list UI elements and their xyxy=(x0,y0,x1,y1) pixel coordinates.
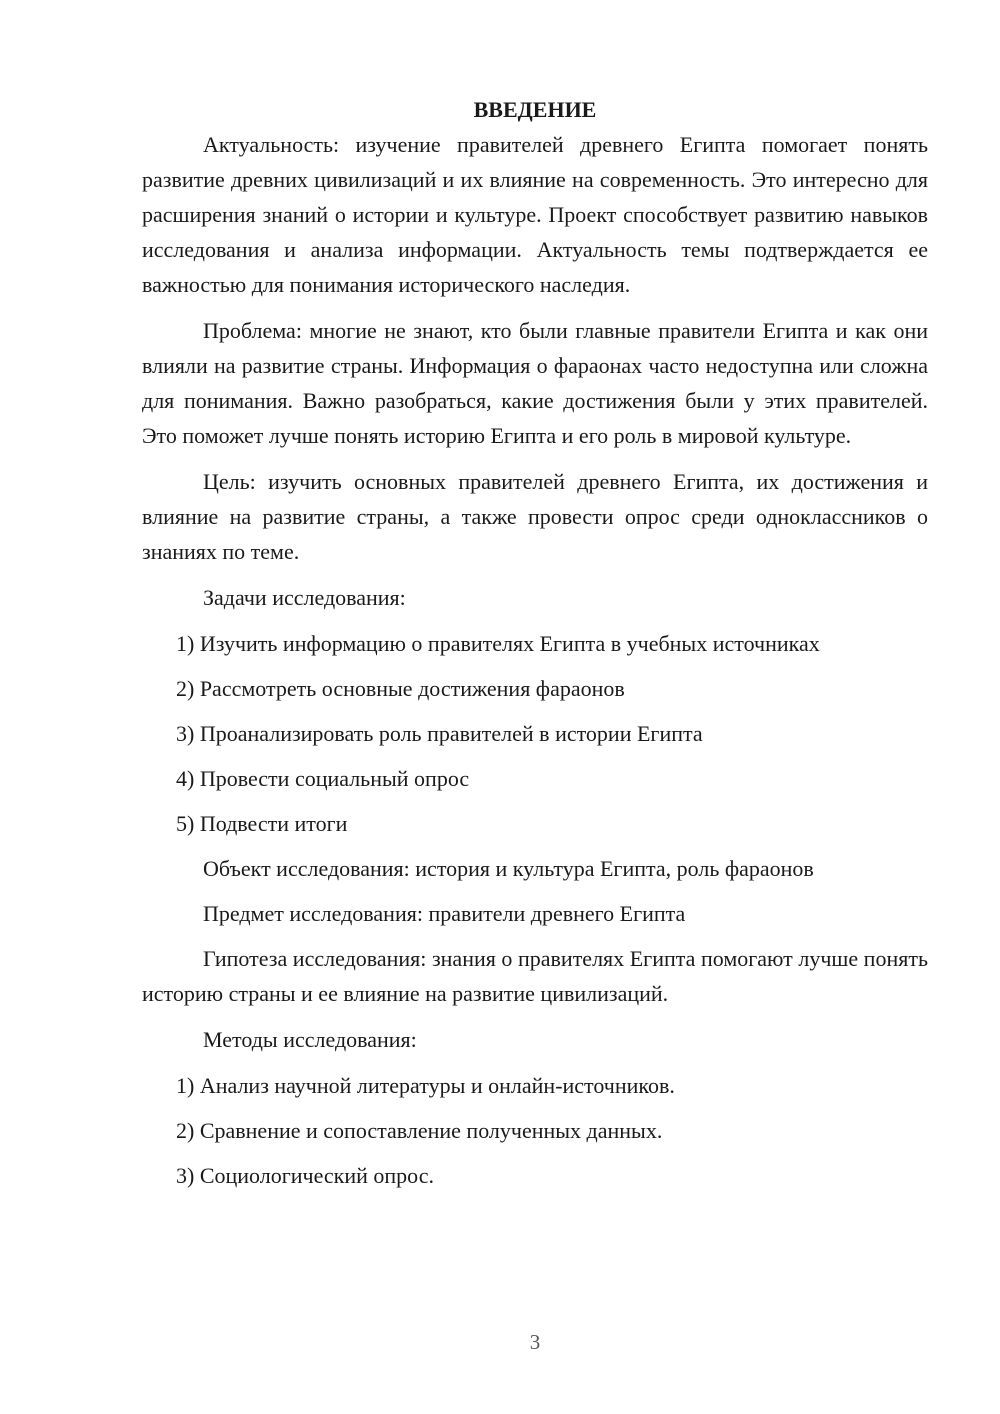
list-item: 1) Анализ научной литературы и онлайн-источников. xyxy=(176,1073,675,1098)
list-item: 3) Проанализировать роль правителей в истории Египта xyxy=(176,721,703,746)
tasks-list xyxy=(142,626,928,841)
page-number: 3 xyxy=(529,1330,541,1354)
methods-heading: Методы исследования: xyxy=(203,1027,417,1052)
goal-paragraph: Цель: изучить основных правителей древнего Египта, их достижения и влияние на развитие страны, а также провести опрос среди одноклассников о знаниях по теме. xyxy=(142,469,928,564)
relevance-paragraph: Актуальность: изучение правителей древнего Египта помогает понять развитие древних цивилизаций и их влияние на современность. Это интересно для расширения знаний о истории и культуре. Проект способствует развитию навыков исследования и анализа информации. Актуальность темы подтверждается ее важностью для понимания исторического наследия. xyxy=(142,132,928,297)
object-line: Объект исследования: история и культура Египта, роль фараонов xyxy=(203,856,814,881)
subject-line: Предмет исследования: правители древнего Египта xyxy=(203,901,686,926)
list-item: 3) Социологический опрос. xyxy=(176,1163,434,1188)
list-item: 2) Рассмотреть основные достижения фараонов xyxy=(176,676,625,701)
methods-list xyxy=(142,1068,928,1193)
list-item: 1) Изучить информацию о правителях Египта в учебных источниках xyxy=(176,631,820,656)
list-item: 2) Сравнение и сопоставление полученных данных. xyxy=(176,1118,663,1143)
hypothesis-paragraph: Гипотеза исследования: знания о правителях Египта помогают лучше понять историю страны и ее влияние на развитие цивилизаций. xyxy=(142,946,928,1006)
list-item: 4) Провести социальный опрос xyxy=(176,766,470,791)
list-item: 5) Подвести итоги xyxy=(176,811,348,836)
document-page xyxy=(142,92,928,1203)
problem-paragraph: Проблема: многие не знают, кто были главные правители Египта и как они влияли на развитие страны. Информация о фараонах часто недоступна или сложна для понимания. Важно разобраться, какие достижения были у этих правителей. Это поможет лучше понять историю Египта и его роль в мировой культуре. xyxy=(142,318,928,448)
section-title: ВВЕДЕНИЕ xyxy=(473,97,597,122)
tasks-heading: Задачи исследования: xyxy=(203,585,406,610)
